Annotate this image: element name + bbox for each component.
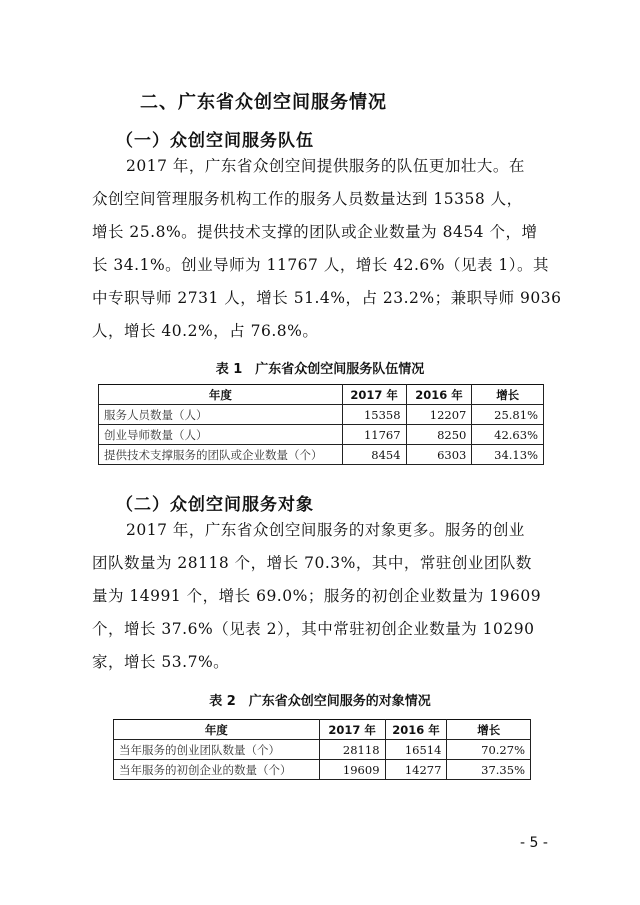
paragraph-line: 中专职导师 2731 人，增长 51.4%，占 23.2%；兼职导师 9036 (92, 289, 562, 307)
table-cell: 15358 (342, 405, 406, 425)
column-header: 2016 年 (406, 385, 472, 405)
paragraph-line: 2017 年，广东省众创空间提供服务的队伍更加壮大。在 (126, 157, 525, 175)
table2 (113, 719, 531, 780)
column-header: 2017 年 (342, 385, 406, 405)
table-cell: 8454 (342, 445, 406, 465)
table-cell: 提供技术支撑服务的团队或企业数量（个） (99, 445, 343, 465)
paragraph-line: 个，增长 37.6%（见表 2），其中常驻初创企业数量为 10290 (92, 620, 535, 638)
table-row (99, 405, 544, 425)
table-row (99, 445, 544, 465)
table-cell: 34.13% (472, 445, 544, 465)
subsection-heading-2: （二）众创空间服务对象 (116, 495, 314, 515)
table-header-row (114, 720, 531, 740)
paragraph-line: 2017 年，广东省众创空间服务的对象更多。服务的创业 (126, 521, 525, 539)
subsection-heading-1: （一）众创空间服务队伍 (116, 131, 314, 151)
paragraph-line: 众创空间管理服务机构工作的服务人员数量达到 15358 人， (92, 190, 523, 208)
paragraph-line: 团队数量为 28118 个，增长 70.3%，其中，常驻创业团队数 (92, 554, 532, 572)
table-cell: 28118 (319, 740, 385, 760)
table2-caption: 表 2 广东省众创空间服务的对象情况 (209, 694, 431, 709)
paragraph-line: 量为 14991 个，增长 69.0%；服务的初创企业数量为 19609 (92, 587, 542, 605)
paragraph-1 (92, 150, 562, 348)
table-cell: 当年服务的创业团队数量（个） (114, 740, 320, 760)
page-number: - 5 - (520, 835, 548, 851)
table-cell: 19609 (319, 760, 385, 780)
table-cell: 25.81% (472, 405, 544, 425)
table-cell: 16514 (385, 740, 447, 760)
column-header: 2017 年 (319, 720, 385, 740)
paragraph-2 (92, 514, 562, 679)
table-cell: 11767 (342, 425, 406, 445)
table-cell: 12207 (406, 405, 472, 425)
table-cell: 当年服务的初创企业的数量（个） (114, 760, 320, 780)
paragraph-line: 增长 25.8%。提供技术支撑的团队或企业数量为 8454 个，增 (92, 223, 538, 241)
column-header: 2016 年 (385, 720, 447, 740)
section-heading: 二、广东省众创空间服务情况 (140, 92, 387, 113)
table-row (114, 760, 531, 780)
table1 (98, 384, 544, 465)
table-row (114, 740, 531, 760)
paragraph-line: 家，增长 53.7%。 (92, 653, 230, 671)
table-row (99, 425, 544, 445)
column-header: 年度 (99, 385, 343, 405)
column-header: 增长 (472, 385, 544, 405)
table1-caption: 表 1 广东省众创空间服务队伍情况 (215, 362, 425, 377)
table-cell: 14277 (385, 760, 447, 780)
table-cell: 创业导师数量（人） (99, 425, 343, 445)
paragraph-line: 人，增长 40.2%，占 76.8%。 (92, 322, 319, 340)
paragraph-line: 长 34.1%。创业导师为 11767 人，增长 42.6%（见表 1）。其 (92, 256, 550, 274)
column-header: 年度 (114, 720, 320, 740)
table-cell: 8250 (406, 425, 472, 445)
table-cell: 70.27% (447, 740, 531, 760)
column-header: 增长 (447, 720, 531, 740)
table-header-row (99, 385, 544, 405)
table-cell: 37.35% (447, 760, 531, 780)
table-cell: 服务人员数量（人） (99, 405, 343, 425)
table-cell: 42.63% (472, 425, 544, 445)
table-cell: 6303 (406, 445, 472, 465)
